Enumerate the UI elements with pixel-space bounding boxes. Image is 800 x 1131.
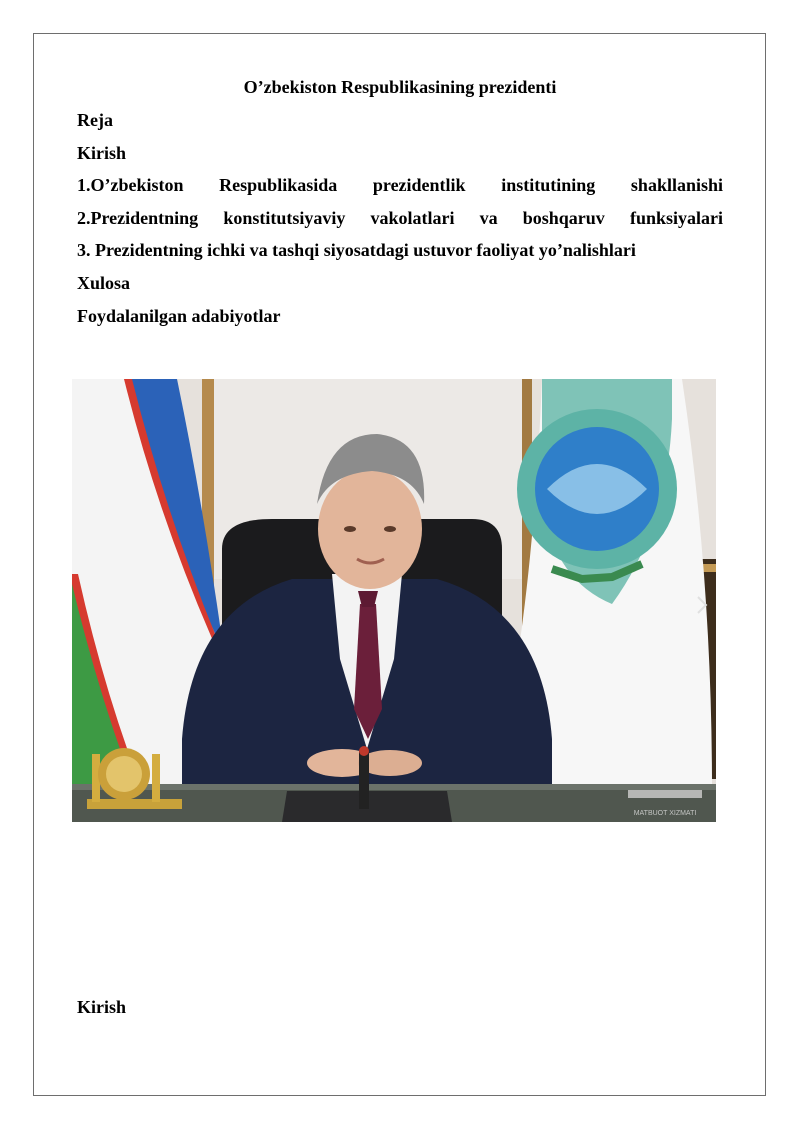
president-photo (72, 379, 716, 822)
plan-item-2-word: va (479, 208, 498, 228)
plan-item-conclusion: Xulosa (77, 273, 131, 293)
plan-item-2 (77, 207, 723, 229)
plan-item-1-word: Respublikasida (219, 175, 338, 195)
document-title: O’zbekiston Respublikasining prezidenti (243, 77, 557, 97)
plan-item-intro: Kirish (77, 143, 127, 163)
plan-item-2-word: funksiyalari (629, 208, 723, 228)
plan-item-1-word: prezidentlik (372, 175, 466, 195)
plan-item-3: 3. Prezidentning ichki va tashqi siyosatdagi ustuvor faoliyat yo’nalishlari (77, 240, 636, 260)
plan-item-2-word: konstitutsiyaviy (223, 208, 346, 228)
plan-item-2-word: 2.Prezidentning (77, 208, 199, 228)
svg-text:MATBUOT XIZMATI: MATBUOT XIZMATI (633, 810, 697, 817)
section-heading-intro: Kirish (77, 997, 127, 1017)
plan-item-2-word: vakolatlari (370, 208, 455, 228)
plan-heading: Reja (77, 110, 113, 130)
plan-item-1-word: shakllanishi (630, 175, 723, 195)
plan-item-references: Foydalanilgan adabiyotlar (77, 306, 281, 326)
plan-item-2-word: boshqaruv (522, 208, 605, 228)
plan-item-1-word: 1.O’zbekiston (77, 175, 184, 195)
plan-item-1-word: institutining (501, 175, 596, 195)
plan-item-1 (77, 174, 723, 196)
